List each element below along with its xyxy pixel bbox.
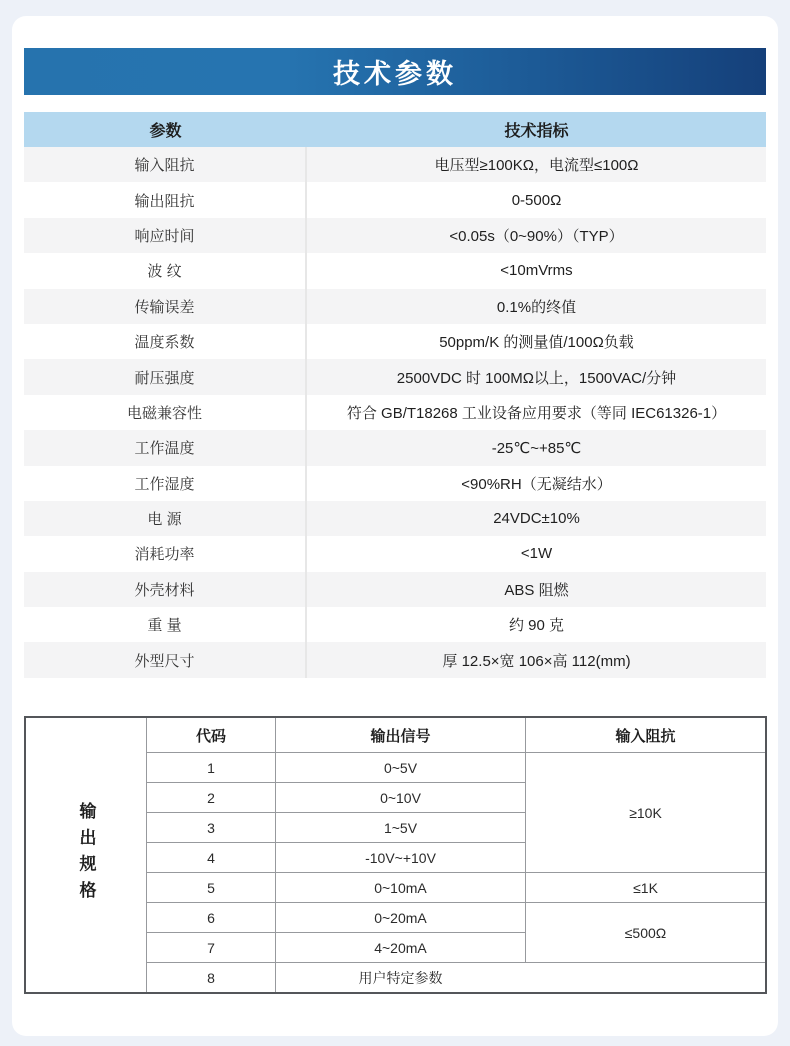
impedance-cell-merged: ≤500Ω (525, 902, 765, 962)
spec-param: 工作湿度 (24, 466, 307, 501)
spec-param: 电 源 (24, 501, 307, 536)
spec-param: 输出阻抗 (24, 182, 307, 217)
spec-row (24, 642, 766, 677)
spec-value: 50ppm/K 的测量值/100Ω负载 (439, 334, 634, 352)
output-header-code: 代码 (195, 727, 226, 745)
spec-param: 外壳材料 (24, 572, 307, 607)
code-cell: 7 (147, 932, 275, 962)
spec-row (24, 607, 766, 642)
spec-value: 符合 GB/T18268 工业设备应用要求（等同 IEC61326-1） (346, 404, 727, 422)
spec-table-header (24, 112, 766, 147)
spec-param: 传输误差 (24, 289, 307, 324)
spec-header-indicator: 技术指标 (504, 123, 569, 140)
title-banner (24, 48, 766, 95)
signal-cell: 0~20mA (275, 902, 525, 932)
output-header-impedance: 输入阻抗 (525, 718, 765, 752)
spec-param: 输入阻抗 (24, 147, 307, 182)
spec-row (24, 395, 766, 430)
spec-param: 耐压强度 (24, 359, 307, 394)
output-table-side-label: 输出规格 (26, 718, 147, 992)
content-card (12, 16, 778, 1036)
spec-row (24, 572, 766, 607)
spec-value: 2500VDC 时 100MΩ以上，1500VAC/分钟 (396, 369, 677, 387)
code-cell: 2 (147, 782, 275, 812)
spec-param: 电磁兼容性 (24, 395, 307, 430)
impedance-cell: ≤1K (525, 872, 765, 902)
spec-param: 消耗功率 (24, 536, 307, 571)
spec-row (24, 182, 766, 217)
spec-value: <10mVrms (500, 262, 573, 280)
impedance-cell-empty (525, 962, 765, 992)
code-cell: 6 (147, 902, 275, 932)
spec-row (24, 466, 766, 501)
spec-value: 0-500Ω (511, 191, 562, 209)
spec-row (24, 324, 766, 359)
spec-value: 0.1%的终值 (496, 298, 577, 316)
signal-cell: 0~5V (275, 752, 525, 782)
spec-param: 波 纹 (24, 253, 307, 288)
spec-table (24, 112, 766, 678)
spec-row (24, 147, 766, 182)
spec-value: 24VDC±10% (493, 510, 580, 528)
output-header-signal: 输出信号 (275, 718, 525, 752)
spec-value: 约 90 克 (508, 617, 565, 635)
spec-value: ABS 阻燃 (504, 581, 569, 599)
spec-row (24, 289, 766, 324)
code-cell: 3 (147, 812, 275, 842)
impedance-cell-merged: ≥10K (525, 752, 765, 872)
signal-cell: 用户特定参数 (275, 962, 525, 992)
spec-value: -25℃~+85℃ (491, 439, 582, 457)
spec-row (24, 359, 766, 394)
spec-value: <90%RH（无凝结水） (461, 475, 612, 493)
spec-row (24, 430, 766, 465)
signal-cell: 0~10V (275, 782, 525, 812)
spec-value: 厚 12.5×宽 106×高 112(mm) (442, 652, 631, 670)
code-cell: 5 (147, 872, 275, 902)
spec-value: <0.05s（0~90%）（TYP） (449, 227, 624, 245)
spec-param: 工作温度 (24, 430, 307, 465)
spec-param: 外型尺寸 (24, 642, 307, 677)
spec-value: <1W (520, 545, 553, 563)
spec-param: 温度系数 (24, 324, 307, 359)
spec-row (24, 253, 766, 288)
spec-header-param: 参数 (149, 123, 182, 140)
spec-table-body (24, 147, 766, 678)
spec-param: 重 量 (24, 607, 307, 642)
signal-cell: -10V~+10V (275, 842, 525, 872)
signal-cell: 1~5V (275, 812, 525, 842)
signal-cell: 4~20mA (275, 932, 525, 962)
spec-row (24, 501, 766, 536)
code-cell: 4 (147, 842, 275, 872)
code-cell: 1 (147, 752, 275, 782)
output-spec-table (24, 716, 767, 994)
spec-row (24, 536, 766, 571)
page-title: 技术参数 (333, 59, 457, 89)
signal-cell: 0~10mA (275, 872, 525, 902)
code-cell: 8 (147, 962, 275, 992)
spec-param: 响应时间 (24, 218, 307, 253)
spec-value: 电压型≥100KΩ，电流型≤100Ω (434, 157, 639, 175)
spec-row (24, 218, 766, 253)
